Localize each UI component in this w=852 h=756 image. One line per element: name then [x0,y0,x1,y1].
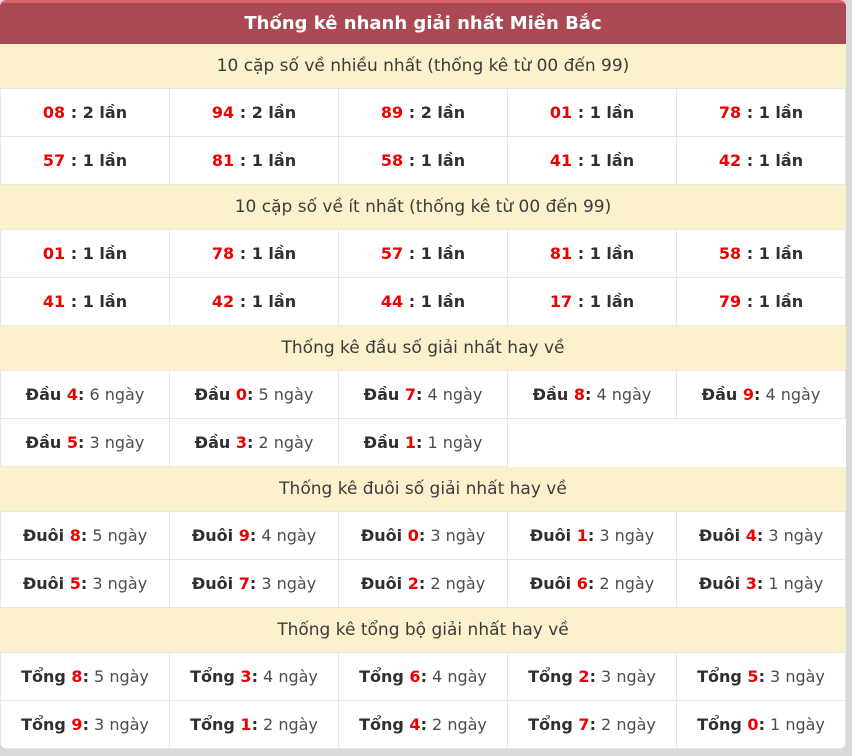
colon: : [418,574,426,593]
stat-digit: 2 [407,574,419,593]
stat-prefix: Đầu [363,433,405,452]
stats-grid-2 [0,370,846,467]
pair-count: : 1 lần [65,292,128,311]
stats-grid-0 [0,88,846,185]
empty-cell [508,419,677,467]
stat-digit: 0 [407,526,419,545]
stat-digit: 9 [71,715,83,734]
stat-cell [339,230,508,278]
pair-count: : 1 lần [403,244,466,263]
colon: : [420,667,427,686]
stat-count: 3 ngày [594,526,655,545]
stat-digit: 7 [578,715,590,734]
colon: : [587,574,595,593]
stat-digit: 9 [742,385,754,404]
colon: : [246,433,254,452]
pair-number: 57 [42,151,66,170]
stat-cell [170,560,339,608]
stat-cell [339,278,508,326]
stat-digit: 1 [404,433,416,452]
stat-cell [677,371,846,419]
stat-prefix: Tổng [21,715,72,734]
stat-cell [170,701,339,749]
stat-cell [508,278,677,326]
stat-digit: 8 [71,667,83,686]
stat-cell [1,230,170,278]
stat-count: 3 ngày [595,667,656,686]
stat-count: 1 ngày [763,574,824,593]
section-heading-2: Thống kê đầu số giải nhất hay về [0,326,846,370]
stat-cell [508,137,677,185]
pair-count: : 1 lần [741,103,804,122]
stat-cell [677,512,846,560]
colon: : [251,715,258,734]
stat-count: 3 ngày [764,667,825,686]
stat-cell [677,278,846,326]
stat-prefix: Đuôi [529,574,577,593]
section-heading-3: Thống kê đuôi số giải nhất hay về [0,467,846,511]
stat-count: 2 ngày [253,433,314,452]
stat-digit: 8 [69,526,81,545]
stat-count: 5 ngày [253,385,314,404]
stat-cell [677,701,846,749]
stat-digit: 8 [573,385,585,404]
stat-cell [1,512,170,560]
stat-digit: 6 [409,667,421,686]
stat-cell [1,137,170,185]
pair-number: 94 [211,103,235,122]
stat-digit: 2 [578,667,590,686]
stat-count: 3 ngày [763,526,824,545]
stat-cell [508,371,677,419]
pair-count: : 1 lần [572,103,635,122]
pair-count: : 1 lần [741,151,804,170]
pair-count: : 1 lần [65,151,128,170]
stat-prefix: Đuôi [698,574,746,593]
pair-number: 17 [549,292,573,311]
pair-number: 57 [380,244,404,263]
pair-count: : 2 lần [403,103,466,122]
stat-count: 3 ngày [425,526,486,545]
stat-count: 4 ngày [760,385,821,404]
stat-digit: 5 [69,574,81,593]
colon: : [82,667,89,686]
stat-cell [170,371,339,419]
stat-cell [508,230,677,278]
stat-count: 4 ngày [422,385,483,404]
stat-prefix: Đuôi [529,526,577,545]
stat-cell [339,560,508,608]
pair-number: 79 [718,292,742,311]
stat-digit: 3 [745,574,757,593]
page-title: Thống kê nhanh giải nhất Miền Bắc [0,0,846,44]
pair-count: : 1 lần [572,151,635,170]
pair-number: 78 [718,103,742,122]
stats-grid-1 [0,229,846,326]
pair-number: 01 [42,244,66,263]
colon: : [756,574,764,593]
stat-prefix: Đầu [194,385,236,404]
stat-count: 2 ngày [595,715,656,734]
stat-prefix: Tổng [21,667,72,686]
colon: : [758,715,765,734]
stat-cell [508,701,677,749]
stat-count: 4 ngày [257,667,318,686]
colon: : [251,667,258,686]
colon: : [249,526,257,545]
colon: : [249,574,257,593]
colon: : [415,385,423,404]
pair-count: : 1 lần [741,244,804,263]
stat-cell [1,560,170,608]
stat-cell [339,701,508,749]
stat-cell [339,89,508,137]
stat-prefix: Tổng [359,667,410,686]
stat-prefix: Đầu [532,385,574,404]
stat-cell [508,512,677,560]
stat-cell [677,230,846,278]
sections [0,44,846,749]
colon: : [420,715,427,734]
stat-cell [339,653,508,701]
stat-cell [170,278,339,326]
stat-count: 5 ngày [87,526,148,545]
stat-count: 3 ngày [88,715,149,734]
pair-number: 41 [549,151,573,170]
stat-cell [677,137,846,185]
stat-cell [170,419,339,467]
pair-number: 42 [211,292,235,311]
colon: : [589,715,596,734]
stat-count: 3 ngày [256,574,317,593]
stat-cell [170,89,339,137]
stat-digit: 6 [576,574,588,593]
colon: : [587,526,595,545]
stat-cell [1,419,170,467]
colon: : [82,715,89,734]
colon: : [418,526,426,545]
stat-count: 1 ngày [764,715,825,734]
pair-count: : 1 lần [403,151,466,170]
stat-cell [1,89,170,137]
pair-count: : 1 lần [234,244,297,263]
stat-prefix: Đầu [363,385,405,404]
pair-count: : 2 lần [65,103,128,122]
stat-count: 2 ngày [425,574,486,593]
pair-number: 58 [380,151,404,170]
stat-digit: 3 [235,433,247,452]
stat-digit: 4 [745,526,757,545]
stat-count: 4 ngày [591,385,652,404]
stat-cell [1,371,170,419]
pair-number: 58 [718,244,742,263]
stat-cell [170,137,339,185]
colon: : [756,526,764,545]
stat-prefix: Đuôi [22,574,70,593]
colon: : [584,385,592,404]
pair-count: : 1 lần [234,151,297,170]
pair-count: : 1 lần [741,292,804,311]
colon: : [246,385,254,404]
stat-prefix: Đầu [25,433,67,452]
pair-count: : 1 lần [65,244,128,263]
stat-cell [170,230,339,278]
stat-cell [339,512,508,560]
stat-digit: 7 [404,385,416,404]
stat-prefix: Tổng [697,715,748,734]
colon: : [77,433,85,452]
colon: : [758,667,765,686]
stat-cell [508,653,677,701]
stat-prefix: Đuôi [22,526,70,545]
stat-prefix: Tổng [697,667,748,686]
stat-count: 4 ngày [256,526,317,545]
stat-prefix: Tổng [190,667,241,686]
stat-cell [1,278,170,326]
colon: : [589,667,596,686]
stat-prefix: Tổng [528,715,579,734]
pair-number: 78 [211,244,235,263]
stat-count: 6 ngày [84,385,145,404]
pair-number: 81 [549,244,573,263]
stat-count: 2 ngày [426,715,487,734]
stats-grid-3 [0,511,846,608]
stat-cell [677,560,846,608]
colon: : [753,385,761,404]
pair-count: : 1 lần [572,244,635,263]
stat-count: 2 ngày [594,574,655,593]
stat-prefix: Đuôi [360,526,408,545]
colon: : [415,433,423,452]
section-heading-1: 10 cặp số về ít nhất (thống kê từ 00 đến 99) [0,185,846,229]
stat-prefix: Đuôi [191,574,239,593]
stat-digit: 7 [238,574,250,593]
section-heading-4: Thống kê tổng bộ giải nhất hay về [0,608,846,652]
stat-cell [339,371,508,419]
stat-prefix: Đuôi [698,526,746,545]
pair-number: 81 [211,151,235,170]
stat-cell [677,653,846,701]
stat-digit: 4 [66,385,78,404]
pair-count: : 2 lần [234,103,297,122]
stat-cell [1,701,170,749]
stat-count: 3 ngày [84,433,145,452]
stat-cell [170,653,339,701]
stat-count: 4 ngày [426,667,487,686]
pair-number: 41 [42,292,66,311]
pair-number: 08 [42,103,66,122]
colon: : [80,526,88,545]
colon: : [77,385,85,404]
pair-number: 42 [718,151,742,170]
stats-grid-4 [0,652,846,749]
stat-prefix: Đuôi [191,526,239,545]
pair-count: : 1 lần [234,292,297,311]
stat-digit: 1 [576,526,588,545]
stat-digit: 0 [747,715,759,734]
stat-cell [508,89,677,137]
empty-cell [677,419,846,467]
stat-digit: 1 [240,715,252,734]
stat-digit: 0 [235,385,247,404]
stat-prefix: Đầu [25,385,67,404]
pair-number: 44 [380,292,404,311]
stat-count: 2 ngày [257,715,318,734]
pair-number: 89 [380,103,404,122]
stat-prefix: Đuôi [360,574,408,593]
stat-count: 3 ngày [87,574,148,593]
stat-prefix: Đầu [194,433,236,452]
stat-digit: 9 [238,526,250,545]
stat-digit: 3 [240,667,252,686]
stat-cell [339,419,508,467]
stat-count: 1 ngày [422,433,483,452]
stat-cell [170,512,339,560]
stat-prefix: Tổng [359,715,410,734]
pair-number: 01 [549,103,573,122]
pair-count: : 1 lần [572,292,635,311]
stat-prefix: Tổng [528,667,579,686]
pair-count: : 1 lần [403,292,466,311]
stat-digit: 5 [747,667,759,686]
stat-digit: 5 [66,433,78,452]
stat-cell [677,89,846,137]
section-heading-0: 10 cặp số về nhiều nhất (thống kê từ 00 đến 99) [0,44,846,88]
stat-prefix: Đầu [701,385,743,404]
stat-cell [1,653,170,701]
colon: : [80,574,88,593]
stat-cell [339,137,508,185]
stat-prefix: Tổng [190,715,241,734]
stat-count: 5 ngày [88,667,149,686]
stat-digit: 4 [409,715,421,734]
stat-cell [508,560,677,608]
